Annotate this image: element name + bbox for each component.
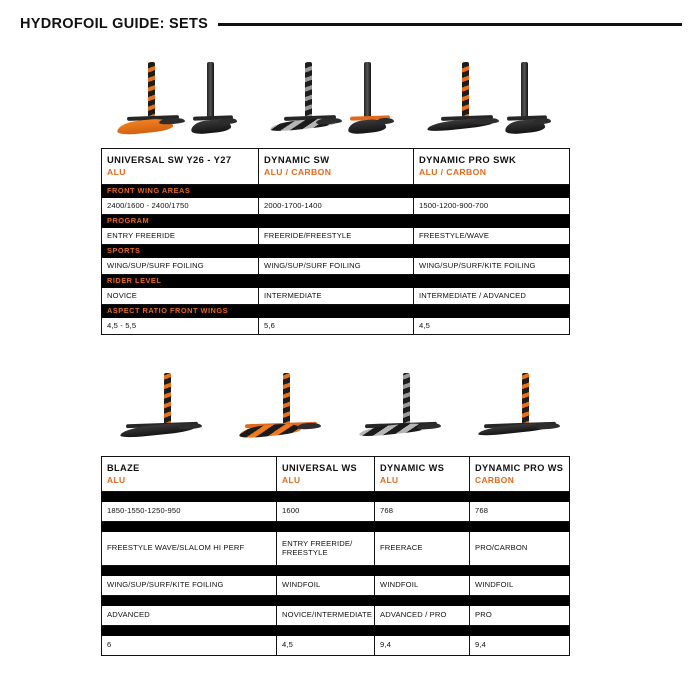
product-name: DYNAMIC WS [375, 457, 470, 476]
mast-icon [462, 62, 469, 118]
illustration-dynamic-sw [274, 58, 396, 146]
product-name: UNIVERSAL SW Y26 - Y27 [102, 149, 259, 168]
page-title: HYDROFOIL GUIDE: SETS [20, 16, 209, 32]
cell-value: 9,4 [470, 636, 570, 656]
table-row [102, 636, 570, 656]
illustration-universal-sw [117, 58, 239, 146]
section-filler [259, 275, 414, 288]
foil-drawing [117, 58, 187, 146]
table-row-materials [102, 168, 570, 185]
product-illustrations-set2 [102, 355, 580, 455]
cell-value: ADVANCED / PRO [375, 606, 470, 626]
section-filler [375, 492, 470, 502]
cell-value: 4,5 - 5,5 [102, 318, 259, 335]
cell-value: 6 [102, 636, 277, 656]
set1-table-body [102, 149, 570, 335]
table-row [102, 228, 570, 245]
section-label: FRONT WING AREAS [102, 185, 259, 198]
foil-drawing [348, 58, 396, 146]
section-filler [470, 522, 570, 532]
product-material: ALU [277, 476, 375, 492]
section-filler [470, 626, 570, 636]
product-name: BLAZE [102, 457, 277, 476]
stabilizer-icon [297, 422, 321, 430]
header-divider [218, 23, 682, 26]
cell-value: 768 [375, 502, 470, 522]
section-header-sports [102, 245, 570, 258]
stabilizer-icon [178, 422, 202, 430]
cell-value: WING/SUP/SURF/KITE FOILING [414, 258, 570, 275]
cell-value: WING/SUP/SURF FOILING [259, 258, 414, 275]
table-row [102, 532, 570, 566]
section-filler [259, 305, 414, 318]
table-row-materials [102, 476, 570, 492]
section-filler [414, 245, 570, 258]
mast-icon [164, 373, 171, 425]
cell-value: 1500-1200-900-700 [414, 198, 570, 215]
illustration-dynamic-pro-swk [431, 58, 553, 146]
cell-value: ADVANCED [102, 606, 277, 626]
product-material: CARBON [470, 476, 570, 492]
foil-drawing [274, 58, 344, 146]
section-label: RIDER LEVEL [102, 275, 259, 288]
stabilizer-icon [376, 117, 394, 124]
cell-value: NOVICE [102, 288, 259, 305]
mast-icon [283, 373, 290, 425]
cell-value: INTERMEDIATE / ADVANCED [414, 288, 570, 305]
foil-drawing [478, 367, 562, 455]
section-header-program [102, 215, 570, 228]
product-material: ALU [102, 168, 259, 185]
product-illustrations-set1 [100, 48, 570, 146]
cell-value: FREERACE [375, 532, 470, 566]
cell-value: PRO [470, 606, 570, 626]
table-row [102, 502, 570, 522]
mast-icon [207, 62, 214, 118]
cell-value: 9,4 [375, 636, 470, 656]
table-row [102, 288, 570, 305]
foil-drawing [505, 58, 553, 146]
section-filler [375, 626, 470, 636]
section-filler [277, 566, 375, 576]
section-filler [375, 596, 470, 606]
table-row [102, 258, 570, 275]
section-filler [470, 492, 570, 502]
product-material: ALU / CARBON [259, 168, 414, 185]
stabilizer-icon [219, 117, 237, 124]
mast-icon [521, 62, 528, 118]
section-filler [259, 245, 414, 258]
cell-value: 5,6 [259, 318, 414, 335]
cell-value: NOVICE/INTERMEDIATE [277, 606, 375, 626]
table-row [102, 318, 570, 335]
cell-value: FREESTYLE WAVE/SLALOM HI PERF [102, 532, 277, 566]
cell-value: 1600 [277, 502, 375, 522]
section-filler [414, 305, 570, 318]
section-filler [414, 185, 570, 198]
section-header-sports [102, 566, 570, 576]
cell-value: INTERMEDIATE [259, 288, 414, 305]
stabilizer-icon [159, 117, 185, 125]
section-header-rider-level [102, 275, 570, 288]
stabilizer-icon [417, 422, 441, 430]
cell-value: WINDFOIL [375, 576, 470, 596]
section-header-front-wing-areas [102, 185, 570, 198]
cell-value: 768 [470, 502, 570, 522]
cell-value: WINDFOIL [470, 576, 570, 596]
stabilizer-icon [536, 422, 560, 430]
section-header-program [102, 522, 570, 532]
foil-drawing [359, 367, 443, 455]
mast-icon [403, 373, 410, 425]
section-filler [277, 522, 375, 532]
section-filler [414, 215, 570, 228]
set1-spec-table [101, 148, 570, 335]
mast-icon [522, 373, 529, 425]
section-filler [375, 522, 470, 532]
stabilizer-icon [532, 117, 550, 124]
section-filler [414, 275, 570, 288]
section-filler [259, 185, 414, 198]
set2-table-body [102, 457, 570, 656]
product-name: UNIVERSAL WS [277, 457, 375, 476]
product-name: DYNAMIC PRO WS [470, 457, 570, 476]
illustration-blaze [120, 367, 204, 455]
section-filler [259, 215, 414, 228]
section-header-aspect-ratio [102, 626, 570, 636]
set2-spec-table [101, 456, 570, 656]
section-label [102, 626, 277, 636]
cell-value: ENTRY FREERIDE [102, 228, 259, 245]
foil-drawing [431, 58, 501, 146]
section-label [102, 596, 277, 606]
cell-value: 2400/1600 - 2400/1750 [102, 198, 259, 215]
section-filler [277, 492, 375, 502]
section-filler [375, 566, 470, 576]
section-filler [277, 626, 375, 636]
illustration-dynamic-pro-ws [478, 367, 562, 455]
cell-value: 2000-1700-1400 [259, 198, 414, 215]
section-label [102, 492, 277, 502]
section-label [102, 522, 277, 532]
section-filler [470, 566, 570, 576]
product-name: DYNAMIC PRO SWK [414, 149, 570, 168]
product-material: ALU / CARBON [414, 168, 570, 185]
cell-value: WING/SUP/SURF/KITE FOILING [102, 576, 277, 596]
cell-value: WINDFOIL [277, 576, 375, 596]
cell-value: FREESTYLE/WAVE [414, 228, 570, 245]
section-label: SPORTS [102, 245, 259, 258]
cell-value: 4,5 [277, 636, 375, 656]
product-material: ALU [375, 476, 470, 492]
section-header-front-wing-areas [102, 492, 570, 502]
section-header-aspect-ratio [102, 305, 570, 318]
table-row [102, 576, 570, 596]
illustration-universal-ws [239, 367, 323, 455]
illustration-dynamic-ws [359, 367, 443, 455]
section-header-rider-level [102, 596, 570, 606]
section-filler [277, 596, 375, 606]
page-header [20, 16, 682, 32]
product-name: DYNAMIC SW [259, 149, 414, 168]
mast-icon [148, 62, 155, 118]
section-label [102, 566, 277, 576]
table-row [102, 198, 570, 215]
foil-drawing [191, 58, 239, 146]
stabilizer-icon [316, 117, 342, 125]
mast-icon [305, 62, 312, 118]
section-filler [470, 596, 570, 606]
section-label: ASPECT RATIO FRONT WINGS [102, 305, 259, 318]
table-row-names [102, 457, 570, 476]
cell-value: WING/SUP/SURF FOILING [102, 258, 259, 275]
foil-drawing [120, 367, 204, 455]
table-row-names [102, 149, 570, 168]
cell-value: PRO/CARBON [470, 532, 570, 566]
foil-drawing [239, 367, 323, 455]
mast-icon [364, 62, 371, 118]
table-row [102, 606, 570, 626]
cell-value: 1850-1550-1250-950 [102, 502, 277, 522]
product-material: ALU [102, 476, 277, 492]
cell-value: FREERIDE/FREESTYLE [259, 228, 414, 245]
section-label: PROGRAM [102, 215, 259, 228]
cell-value: ENTRY FREERIDE/ FREESTYLE [277, 532, 375, 566]
cell-value: 4,5 [414, 318, 570, 335]
